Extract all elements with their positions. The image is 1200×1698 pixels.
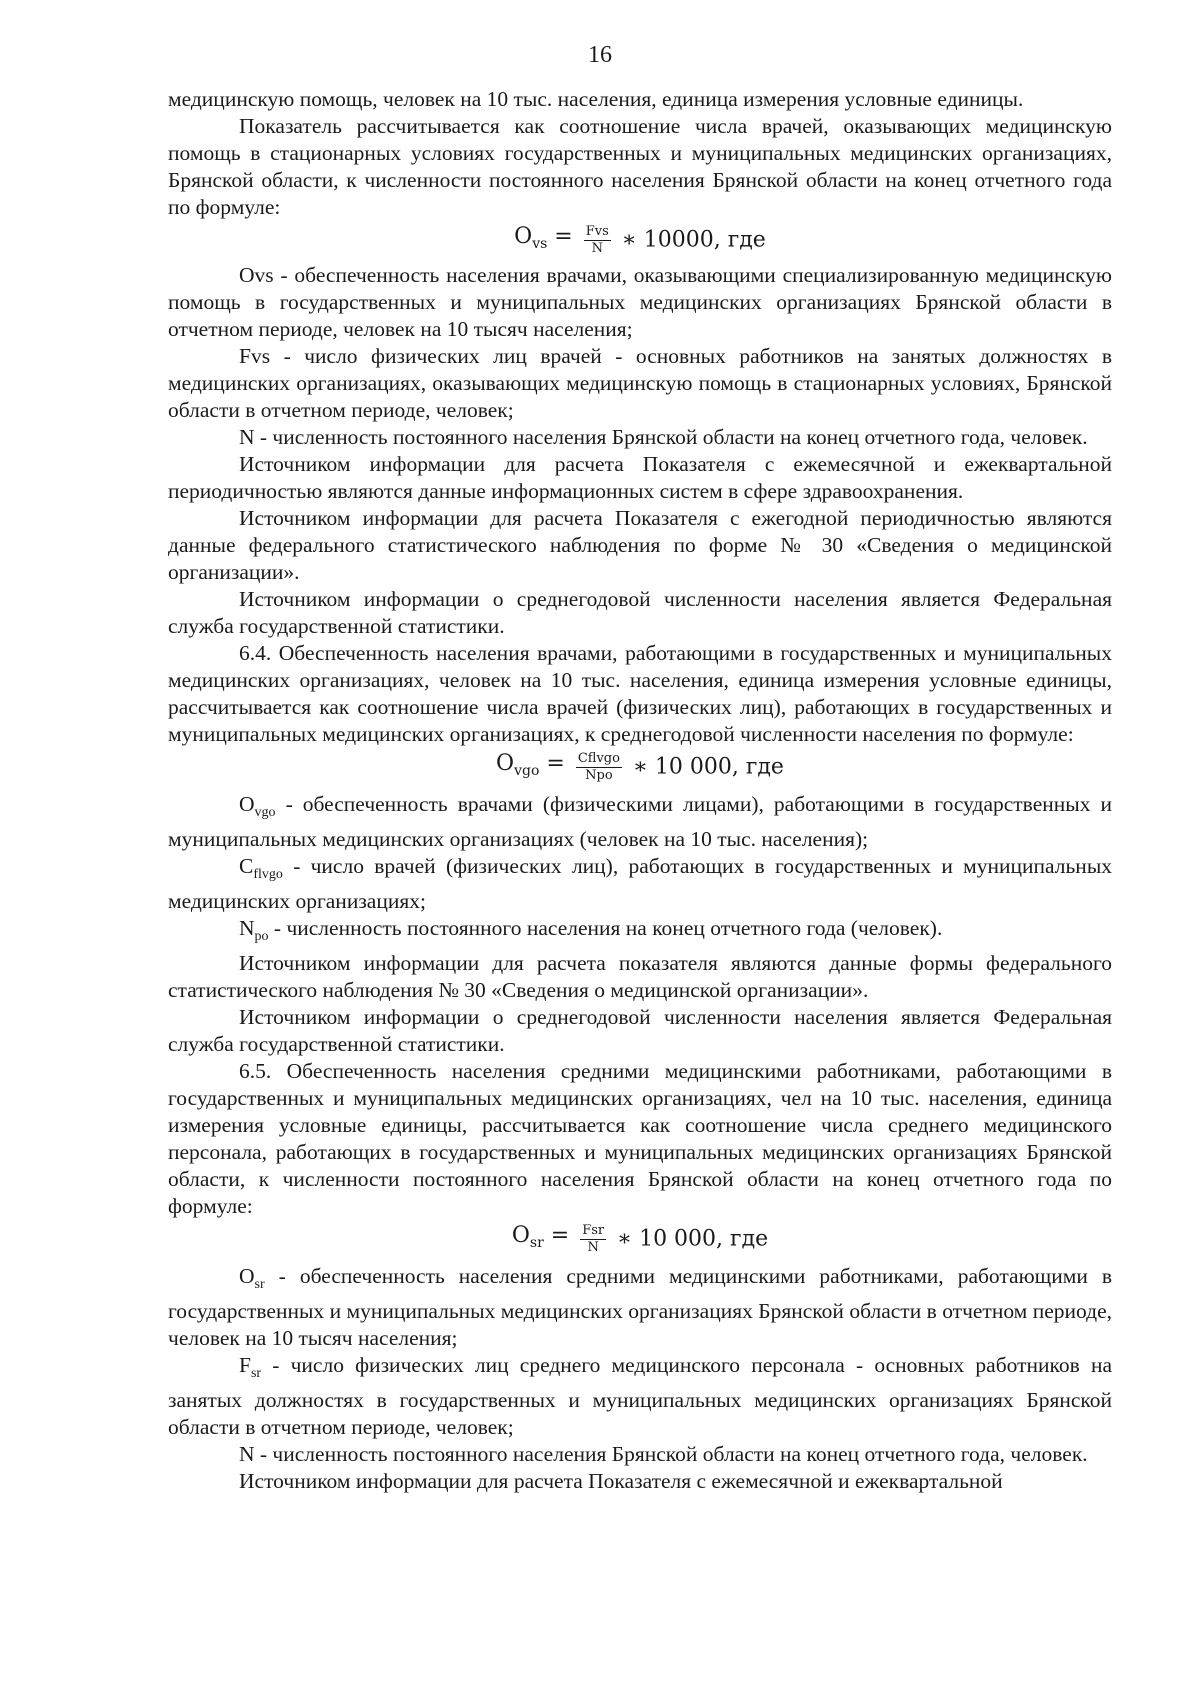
symbol: $F_{sr}$: [239, 1353, 262, 1381]
formula-rhs: ∗ 10000, где: [621, 227, 766, 253]
formula-ovs: [168, 223, 1112, 258]
paragraph-definition: $F_{sr}$ - число физических лиц среднего медицинского персонала - основных работников на занятых должностях в государственных и муниципальных медицинских организациях Брянской области в отчетном периоде, человек;: [168, 1353, 1113, 1439]
paragraph-section-6-5: 6.5. Обеспеченность населения средними медицинскими работниками, работающими в государственных и муниципальных медицинских организациях, чел на 10 тыс. населения, единица измерения условные единицы, рассчитывается как соотношение числа среднего медицинского персонала, работающих в государственных и муниципальных медицинских организациях Брянской области, к численности постоянного населения Брянской области на конец отчетного года по формуле:: [168, 1059, 1112, 1218]
fraction-denominator: N: [591, 241, 603, 256]
paragraph: Источником информации о среднегодовой численности населения является Федеральная служба государственной статистики.: [168, 587, 1112, 638]
fraction-numerator: Cflvgo: [577, 751, 620, 766]
paragraph-definition: $N_{po}$ - численность постоянного населения на конец отчетного года (человек).: [239, 916, 943, 944]
formula-osr: [168, 1222, 1112, 1257]
document-body: [168, 86, 1112, 1495]
paragraph-section-6-4: 6.4. Обеспеченность населения врачами, работающими в государственных и муниципальных медицинских организациях, человек на 10 тыс. населения, единица измерения условные единицы, рассчитывается как соотношение числа врачей (физических лиц), работающих в государственных и муниципальных медицинских организациях, к среднегодовой численности населения по формуле:: [168, 641, 1112, 746]
formula-lhs: $O_{vs}$ =: [514, 224, 573, 252]
paragraph: Источником информации для расчета Показателя с ежемесячной и ежеквартальной периодичностью являются данные информационных систем в сфере здравоохранения.: [168, 452, 1112, 503]
formula-rhs: ∗ 10 000, где: [632, 754, 784, 780]
paragraph: N - численность постоянного населения Брянской области на конец отчетного года, человек.: [239, 425, 1088, 449]
fraction-denominator: N: [587, 1240, 599, 1255]
formula-fraction: [576, 752, 622, 783]
formula-lhs: $O_{sr}$ =: [511, 1223, 570, 1251]
formula-fraction: [580, 1224, 606, 1255]
symbol: $N_{po}$: [239, 916, 269, 944]
page-number: 16: [588, 42, 612, 68]
fraction-numerator: Fvs: [585, 224, 609, 239]
paragraph: Fvs - число физических лиц врачей - основных работников на занятых должностях в медицинских организациях, оказывающих медицинскую помощь в стационарных условиях, Брянской области в отчетном периоде, человек;: [168, 344, 1112, 422]
paragraph: Источником информации для расчета Показателя с ежегодной периодичностью являются данные федерального статистического наблюдения по форме № 30 «Сведения о медицинской организации».: [168, 506, 1112, 584]
symbol: $O_{vgo}$: [239, 792, 276, 820]
paragraph: Источником информации для расчета Показателя с ежемесячной и ежеквартальной: [239, 1469, 1003, 1493]
paragraph: Показатель рассчитывается как соотношение числа врачей, оказывающих медицинскую помощь в стационарных условиях государственных и муниципальных медицинских организациях, Брянской области, к численности постоянного населения Брянской области на конец отчетного года по формуле:: [168, 114, 1112, 219]
fraction-numerator: Fsr: [582, 1223, 605, 1238]
paragraph-definition: $O_{sr}$ - обеспеченность населения средними медицинскими работниками, работающими в государственных и муниципальных медицинских организациях Брянской области в отчетном периоде, человек на 10 тысяч населения;: [168, 1264, 1112, 1350]
paragraph-definition: $C_{flvgo}$ - число врачей (физических лиц), работающих в государственных и муниципальных медицинских организациях;: [168, 854, 1113, 913]
symbol: $O_{sr}$: [239, 1264, 265, 1292]
fraction-denominator: Npo: [585, 768, 613, 783]
paragraph: Ovs - обеспеченность населения врачами, оказывающими специализированную медицинскую помощь в государственных и муниципальных медицинских организациях Брянской области в отчетном периоде, человек на 10 тысяч населения;: [168, 263, 1112, 341]
paragraph: N - численность постоянного населения Брянской области на конец отчетного года, человек.: [239, 1442, 1088, 1466]
formula-fraction: [584, 225, 611, 256]
paragraph: медицинскую помощь, человек на 10 тыс. населения, единица измерения условные единицы.: [168, 87, 1024, 111]
formula-ovgo: [168, 750, 1112, 785]
paragraph: Источником информации для расчета показателя являются данные формы федерального статистического наблюдения № 30 «Сведения о медицинской организации».: [168, 951, 1112, 1002]
paragraph-definition: $O_{vgo}$ - обеспеченность врачами (физическими лицами), работающими в государственных и муниципальных медицинских организациях (человек на 10 тыс. населения);: [168, 792, 1112, 851]
formula-lhs: $O_{vgo}$ =: [496, 751, 565, 779]
formula-rhs: ∗ 10 000, где: [617, 1226, 769, 1252]
paragraph: Источником информации о среднегодовой численности населения является Федеральная служба государственной статистики.: [168, 1005, 1112, 1056]
symbol: $C_{flvgo}$: [239, 854, 283, 882]
